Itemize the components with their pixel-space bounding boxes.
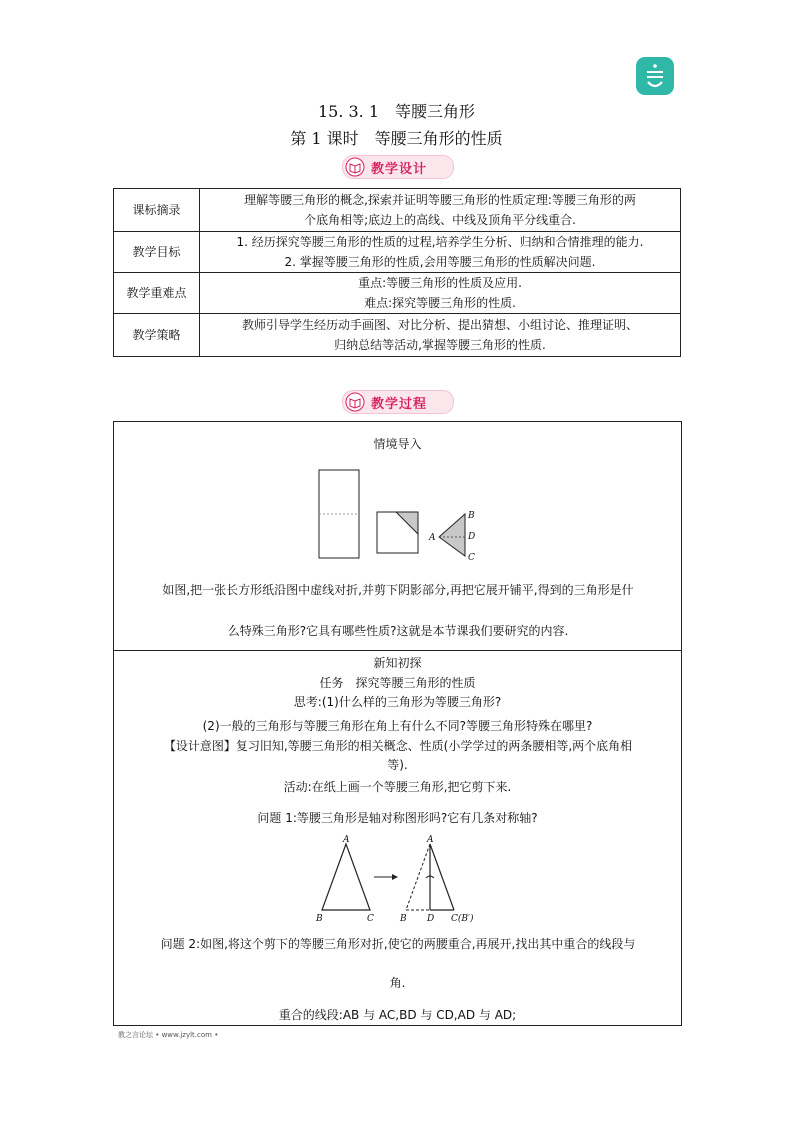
isosceles-fold-figure	[314, 834, 514, 924]
table-row	[114, 273, 681, 314]
lesson-info-table	[113, 188, 681, 357]
think-question-1: 思考:(1)什么样的三角形为等腰三角形?	[293, 695, 502, 709]
label-c: C	[367, 914, 374, 924]
label-b: B	[468, 511, 475, 521]
label-c: C	[468, 553, 475, 563]
teaching-process-banner	[342, 390, 454, 414]
book-icon	[345, 392, 365, 412]
logo-icon	[636, 57, 674, 95]
content-line: 教师引导学生经历动手画图、对比分析、提出猜想、小组讨论、推理证明、	[241, 318, 638, 332]
content-line: 归纳总结等活动,掌握等腰三角形的性质.	[334, 338, 546, 352]
row-label: 教学重难点	[114, 273, 200, 314]
paper-fold-figure	[309, 466, 499, 568]
label-b: B	[316, 914, 323, 924]
label-d: D	[427, 914, 435, 924]
teaching-design-banner	[342, 155, 454, 179]
think-question-2: (2)一般的三角形与等腰三角形在角上有什么不同?等腰三角形特殊在哪里?	[202, 719, 593, 733]
footer-text: 教之言论坛 • www.jzylt.com •	[118, 1031, 219, 1039]
activity-line: 活动:在纸上画一个等腰三角形,把它剪下来.	[283, 780, 512, 794]
overlap-segments: 重合的线段:AB 与 AC,BD 与 CD,AD 与 AD;	[278, 1008, 517, 1022]
table-row	[114, 314, 681, 357]
table-row	[114, 189, 681, 232]
label-b: B	[400, 914, 407, 924]
teaching-process-label: 教学过程	[371, 397, 428, 412]
shaded-triangle	[396, 512, 418, 534]
arrow-head-icon	[392, 874, 398, 880]
label-d: D	[468, 532, 476, 542]
question-2-line2: 角.	[389, 976, 406, 990]
design-intent-line2: 等).	[387, 758, 408, 772]
row-content	[200, 232, 681, 273]
section-divider	[114, 650, 681, 651]
row-label: 课标摘录	[114, 189, 200, 232]
section-title: 15. 3. 1 等腰三角形	[317, 102, 476, 121]
label-a: A	[343, 835, 350, 845]
content-line: 难点:探究等腰三角形的性质.	[364, 296, 516, 310]
row-label: 教学策略	[114, 314, 200, 357]
lesson-title: 第 1 课时 等腰三角形的性质	[290, 129, 503, 148]
question-2-line1: 问题 2:如图,将这个剪下的等腰三角形对折,使它的两腰重合,再展开,找出其中重合的线段与	[160, 937, 636, 951]
label-cb: C(B′)	[451, 914, 474, 924]
isosceles-triangle	[322, 844, 370, 910]
label-a: A	[427, 835, 434, 845]
design-intent-line1: 【设计意图】复习旧知,等腰三角形的相关概念、性质(小学学过的两条腰相等,两个底角相	[163, 739, 633, 753]
teaching-design-label: 教学设计	[371, 162, 428, 177]
intro-paragraph-line1: 如图,把一张长方形纸沿图中虚线对折,并剪下阴影部分,再把它展开铺平,得到的三角形是什	[162, 583, 634, 597]
intro-heading: 情境导入	[373, 437, 422, 451]
row-content	[200, 189, 681, 232]
label-a: A	[429, 533, 436, 543]
intro-paragraph-line2: 么特殊三角形?它具有哪些性质?这就是本节课我们要研究的内容.	[227, 624, 569, 638]
book-icon	[345, 157, 365, 177]
new-knowledge-heading: 新知初探	[373, 656, 422, 670]
content-line: 个底角相等;底边上的高线、中线及顶角平分线重合.	[304, 213, 576, 227]
teaching-process-box	[113, 421, 682, 1026]
row-content	[200, 273, 681, 314]
content-line: 理解等腰三角形的概念,探索并证明等腰三角形的性质定理:等腰三角形的两	[244, 193, 636, 207]
content-line: 2. 掌握等腰三角形的性质,会用等腰三角形的性质解决问题.	[284, 255, 596, 269]
question-1: 问题 1:等腰三角形是轴对称图形吗?它有几条对称轴?	[257, 811, 538, 825]
unfolded-triangle	[439, 514, 465, 556]
row-label: 教学目标	[114, 232, 200, 273]
logo	[636, 57, 674, 95]
content-line: 1. 经历探究等腰三角形的性质的过程,培养学生分析、归纳和合情推理的能力.	[236, 235, 644, 249]
row-content	[200, 314, 681, 357]
content-line: 重点:等腰三角形的性质及应用.	[358, 276, 522, 290]
task-line: 任务 探究等腰三角形的性质	[319, 676, 476, 690]
table-row	[114, 232, 681, 273]
